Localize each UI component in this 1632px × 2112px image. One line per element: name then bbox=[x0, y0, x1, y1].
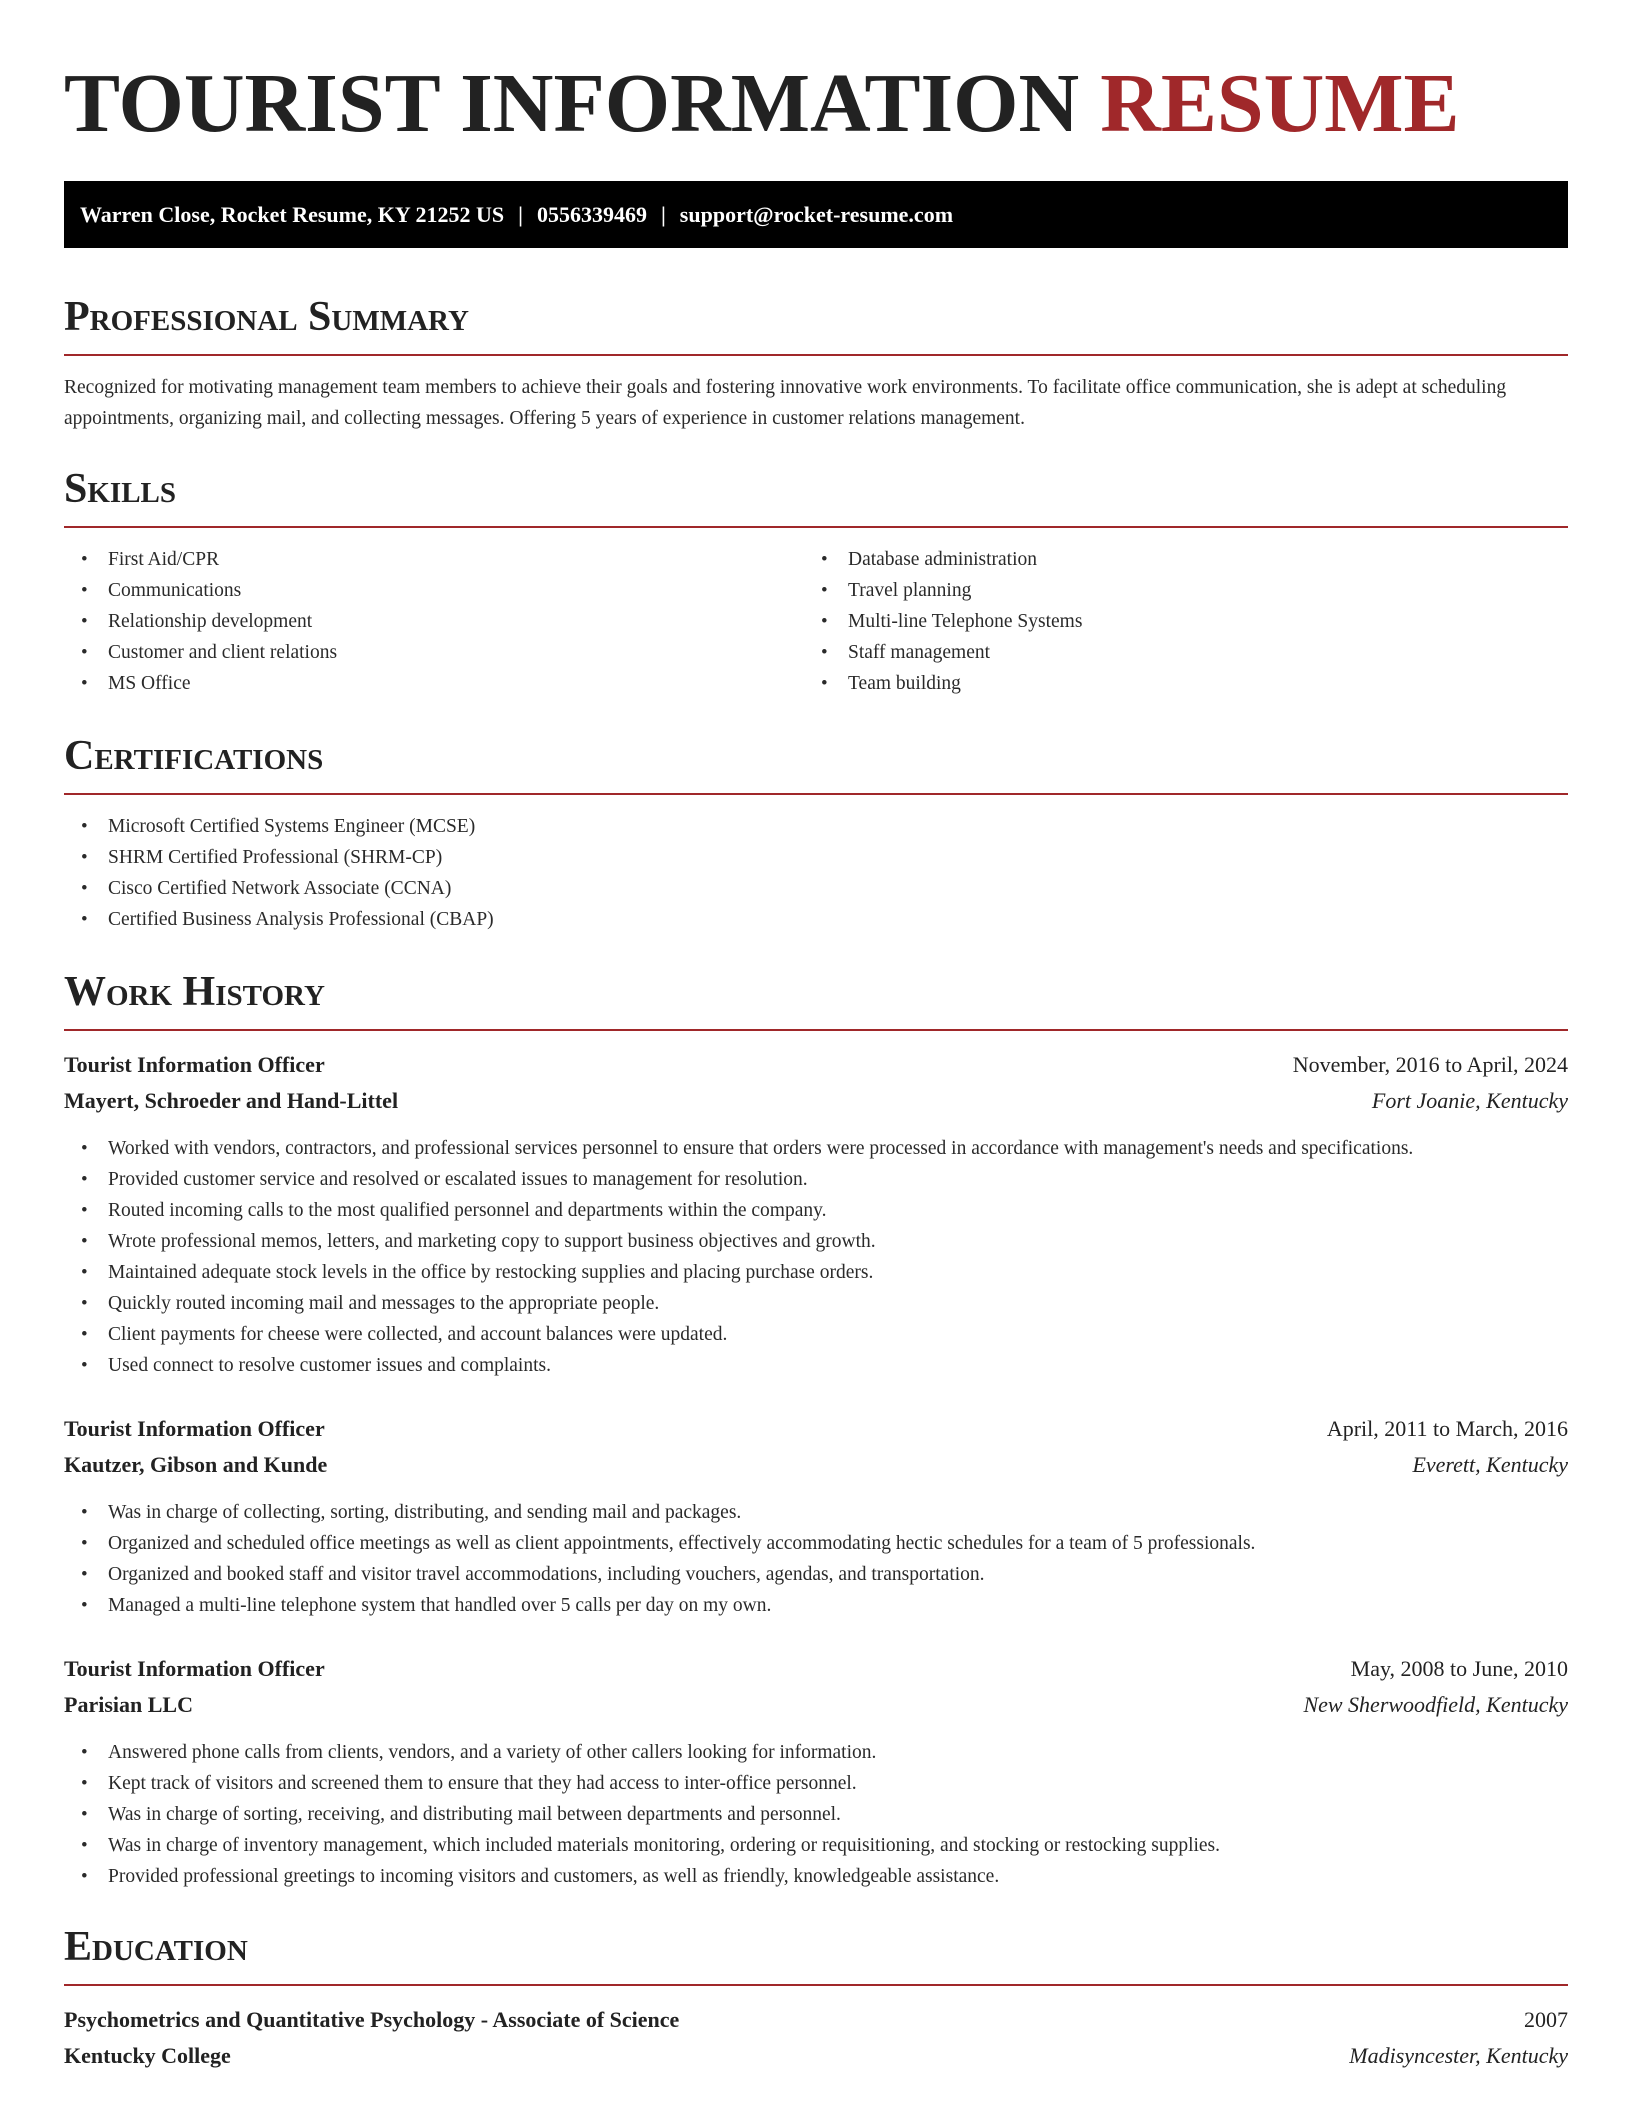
job-location: Fort Joanie, Kentucky bbox=[1371, 1088, 1568, 1113]
job-duties bbox=[64, 1133, 1568, 1381]
certification-item: • Cisco Certified Network Associate (CCNA) bbox=[64, 873, 1568, 904]
skill-item: • Customer and client relations bbox=[64, 637, 804, 668]
skill-item: • Travel planning bbox=[804, 575, 1544, 606]
education-heading: Education bbox=[64, 1924, 248, 1970]
job-duty: • Was in charge of sorting, receiving, and distributing mail between departments and personnel. bbox=[64, 1799, 1568, 1830]
job-duty: • Routed incoming calls to the most qualified personnel and departments within the company. bbox=[64, 1195, 1568, 1226]
job-location: Everett, Kentucky bbox=[1412, 1452, 1568, 1477]
job-entry bbox=[64, 1411, 1568, 1621]
education-degree: Psychometrics and Quantitative Psychology - Associate of Science bbox=[64, 2007, 680, 2032]
skills-heading: Skills bbox=[64, 466, 177, 512]
skill-item: • Team building bbox=[804, 668, 1544, 699]
skills-columns bbox=[64, 528, 1568, 699]
job-header bbox=[64, 1047, 1568, 1083]
job-header bbox=[64, 1651, 1568, 1687]
certification-item: • Microsoft Certified Systems Engineer (MCSE) bbox=[64, 811, 1568, 842]
title-main: TOURIST INFORMATION bbox=[64, 57, 1080, 150]
job-dates: November, 2016 to April, 2024 bbox=[1292, 1052, 1568, 1077]
certification-item: • SHRM Certified Professional (SHRM-CP) bbox=[64, 842, 1568, 873]
job-company: Mayert, Schroeder and Hand-Littel bbox=[64, 1088, 399, 1113]
skill-item: • Relationship development bbox=[64, 606, 804, 637]
education-location: Madisyncester, Kentucky bbox=[1349, 2043, 1568, 2068]
work-history-heading: Work History bbox=[64, 969, 325, 1015]
skill-item: • Staff management bbox=[804, 637, 1544, 668]
job-duties bbox=[64, 1497, 1568, 1621]
job-duty: • Was in charge of inventory management, which included materials monitoring, ordering or requisitioning, and stocking or restocking supplies. bbox=[64, 1830, 1568, 1861]
job-duty: • Answered phone calls from clients, vendors, and a variety of other callers looking for information. bbox=[64, 1737, 1568, 1768]
work-history-section bbox=[64, 971, 1568, 1892]
job-duty: • Organized and scheduled office meetings as well as client appointments, effectively accommodating hectic schedules for a team of 5 professionals. bbox=[64, 1528, 1568, 1559]
summary-text: Recognized for motivating management team members to achieve their goals and fostering innovative work environments. To facilitate office communication, she is adept at scheduling appointments, organizing mail, and collecting messages. Offering 5 years of experience in customer relations management. bbox=[64, 377, 1507, 429]
job-duty: • Provided professional greetings to incoming visitors and customers, as well as friendly, knowledgeable assistance. bbox=[64, 1861, 1568, 1892]
resume-title bbox=[64, 57, 1568, 150]
job-duty: • Worked with vendors, contractors, and professional services personnel to ensure that orders were processed in accordance with management's needs and specifications. bbox=[64, 1133, 1568, 1164]
summary-heading: Professional Summary bbox=[64, 294, 469, 340]
job-header bbox=[64, 1411, 1568, 1447]
contact-phone[interactable]: 0556339469 bbox=[536, 201, 647, 227]
job-dates: May, 2008 to June, 2010 bbox=[1350, 1656, 1568, 1681]
job-subheader bbox=[64, 1687, 1568, 1723]
job-duty: • Managed a multi-line telephone system that handled over 5 calls per day on my own. bbox=[64, 1590, 1568, 1621]
job-location: New Sherwoodfield, Kentucky bbox=[1303, 1692, 1568, 1717]
job-duties bbox=[64, 1737, 1568, 1892]
education-year: 2007 bbox=[1524, 2007, 1568, 2032]
contact-separator: | bbox=[518, 201, 523, 227]
job-company: Kautzer, Gibson and Kunde bbox=[64, 1452, 328, 1477]
job-dates: April, 2011 to March, 2016 bbox=[1326, 1416, 1568, 1441]
skill-item: • Communications bbox=[64, 575, 804, 606]
job-title: Tourist Information Officer bbox=[64, 1416, 325, 1441]
education-subheader bbox=[64, 2038, 1568, 2074]
contact-email[interactable]: support@rocket-resume.com bbox=[679, 201, 954, 227]
job-subheader bbox=[64, 1447, 1568, 1483]
contact-address: Warren Close, Rocket Resume, KY 21252 US bbox=[80, 201, 505, 227]
contact-bar bbox=[64, 181, 1568, 248]
certifications-list bbox=[64, 811, 1568, 935]
job-duty: • Kept track of visitors and screened them to ensure that they had access to inter-office personnel. bbox=[64, 1768, 1568, 1799]
skill-item: • MS Office bbox=[64, 668, 804, 699]
job-duty: • Was in charge of collecting, sorting, distributing, and sending mail and packages. bbox=[64, 1497, 1568, 1528]
job-entry bbox=[64, 1047, 1568, 1381]
job-company: Parisian LLC bbox=[64, 1692, 193, 1717]
job-title: Tourist Information Officer bbox=[64, 1656, 325, 1681]
skills-list-right bbox=[804, 544, 1544, 699]
job-duty: • Wrote professional memos, letters, and marketing copy to support business objectives and growth. bbox=[64, 1226, 1568, 1257]
section-divider bbox=[64, 1984, 1568, 1986]
section-divider bbox=[64, 793, 1568, 795]
education-school: Kentucky College bbox=[64, 2043, 231, 2068]
summary-section bbox=[64, 296, 1568, 434]
job-subheader bbox=[64, 1083, 1568, 1119]
education-header bbox=[64, 2002, 1568, 2038]
job-title: Tourist Information Officer bbox=[64, 1052, 325, 1077]
skill-item: • Multi-line Telephone Systems bbox=[804, 606, 1544, 637]
contact-separator: | bbox=[660, 201, 666, 227]
job-duty: • Maintained adequate stock levels in the office by restocking supplies and placing purchase orders. bbox=[64, 1257, 1568, 1288]
job-duty: • Used connect to resolve customer issues and complaints. bbox=[64, 1350, 1568, 1381]
skill-item: • Database administration bbox=[804, 544, 1544, 575]
skills-list-left bbox=[64, 544, 804, 699]
certifications-heading: Certifications bbox=[64, 733, 324, 779]
education-entry bbox=[64, 2002, 1568, 2074]
job-duty: • Organized and booked staff and visitor travel accommodations, including vouchers, agendas, and transportation. bbox=[64, 1559, 1568, 1590]
skills-section bbox=[64, 468, 1568, 699]
title-accent: RESUME bbox=[1100, 57, 1460, 150]
education-section bbox=[64, 1926, 1568, 2074]
section-divider bbox=[64, 354, 1568, 356]
skill-item: • First Aid/CPR bbox=[64, 544, 804, 575]
job-duty: • Provided customer service and resolved or escalated issues to management for resolution. bbox=[64, 1164, 1568, 1195]
job-duty: • Quickly routed incoming mail and messages to the appropriate people. bbox=[64, 1288, 1568, 1319]
job-entry bbox=[64, 1651, 1568, 1892]
section-divider bbox=[64, 1029, 1568, 1031]
certification-item: • Certified Business Analysis Professional (CBAP) bbox=[64, 904, 1568, 935]
certifications-section bbox=[64, 735, 1568, 935]
job-duty: • Client payments for cheese were collected, and account balances were updated. bbox=[64, 1319, 1568, 1350]
